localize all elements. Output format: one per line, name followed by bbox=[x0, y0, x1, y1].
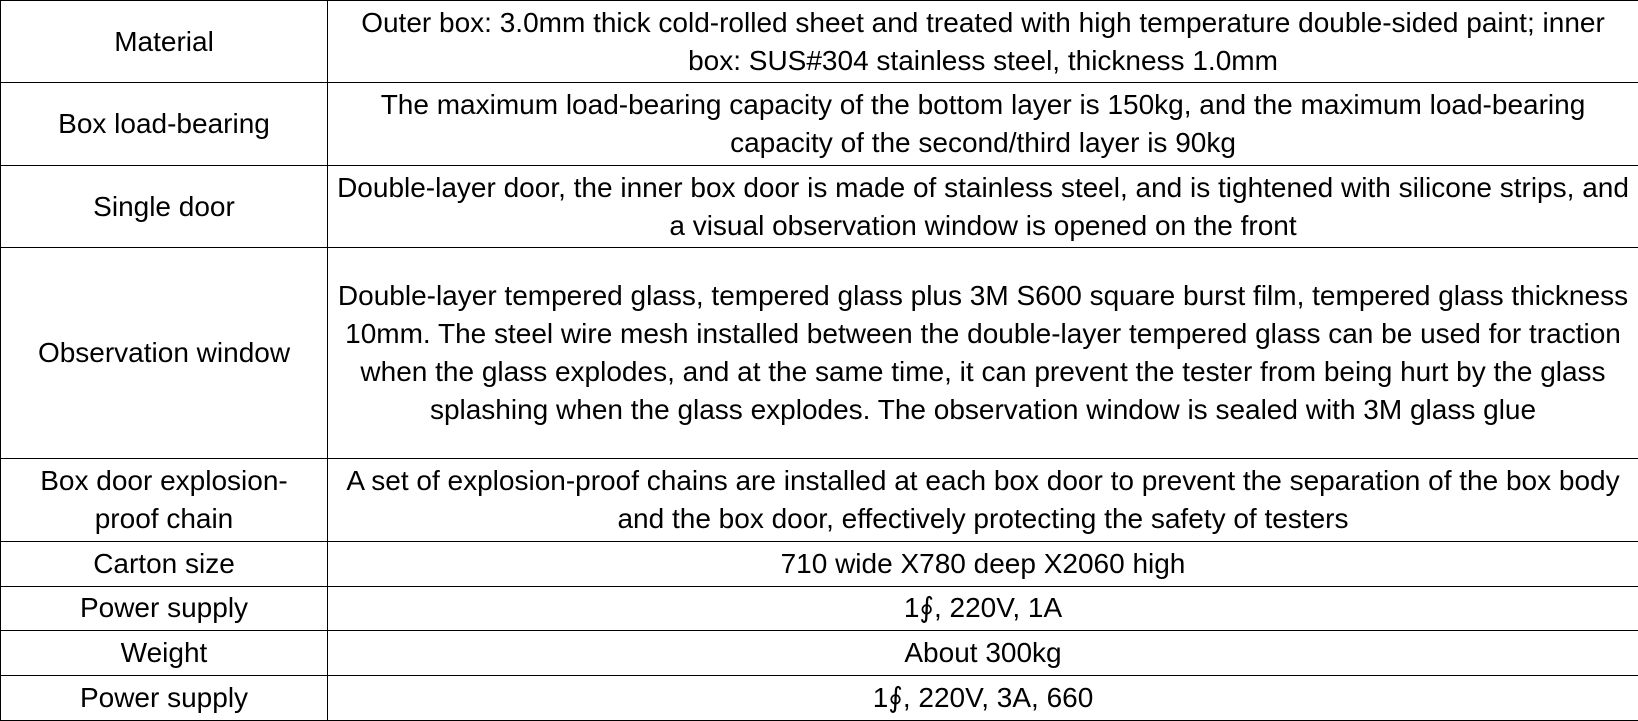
spec-value-power-supply: 1∮, 220V, 1A bbox=[328, 586, 1638, 631]
table-row bbox=[1, 1, 1638, 83]
spec-value-single-door: Double-layer door, the inner box door is made of stainless steel, and is tightened with silicone strips, and a visual observation window is opened on the front bbox=[328, 165, 1638, 247]
spec-value-material: Outer box: 3.0mm thick cold-rolled sheet and treated with high temperature double-sided paint; inner box: SUS#304 stainless steel, thickness 1.0mm bbox=[328, 1, 1638, 83]
spec-value-power-supply-2: 1∮, 220V, 3A, 660 bbox=[328, 676, 1638, 721]
spec-label-single-door: Single door bbox=[1, 165, 328, 247]
table-row bbox=[1, 631, 1638, 676]
spec-label-weight: Weight bbox=[1, 631, 328, 676]
spec-value-box-load-bearing: The maximum load-bearing capacity of the bottom layer is 150kg, and the maximum load-bearing capacity of the second/third layer is 90kg bbox=[328, 83, 1638, 165]
table-row bbox=[1, 676, 1638, 721]
table-row bbox=[1, 83, 1638, 165]
table-row bbox=[1, 459, 1638, 541]
spec-value-observation-window: Double-layer tempered glass, tempered glass plus 3M S600 square burst film, tempered glass thickness 10mm. The steel wire mesh installed between the double-layer tempered glass can be used for traction when the glass explodes, and at the same time, it can prevent the tester from being hurt by the glass splashing when the glass explodes. The observation window is sealed with 3M glass glue bbox=[328, 248, 1638, 459]
spec-label-explosion-proof-chain: Box door explosion-proof chain bbox=[1, 459, 328, 541]
spec-label-carton-size: Carton size bbox=[1, 541, 328, 586]
spec-value-weight: About 300kg bbox=[328, 631, 1638, 676]
spec-label-material: Material bbox=[1, 1, 328, 83]
spec-label-power-supply: Power supply bbox=[1, 586, 328, 631]
table-row bbox=[1, 586, 1638, 631]
spec-label-box-load-bearing: Box load-bearing bbox=[1, 83, 328, 165]
spec-value-explosion-proof-chain: A set of explosion-proof chains are installed at each box door to prevent the separation of the box body and the box door, effectively protecting the safety of testers bbox=[328, 459, 1638, 541]
table-row bbox=[1, 248, 1638, 459]
spec-value-carton-size: 710 wide X780 deep X2060 high bbox=[328, 541, 1638, 586]
table-row bbox=[1, 541, 1638, 586]
table-row bbox=[1, 165, 1638, 247]
spec-label-power-supply-2: Power supply bbox=[1, 676, 328, 721]
spec-label-observation-window: Observation window bbox=[1, 248, 328, 459]
